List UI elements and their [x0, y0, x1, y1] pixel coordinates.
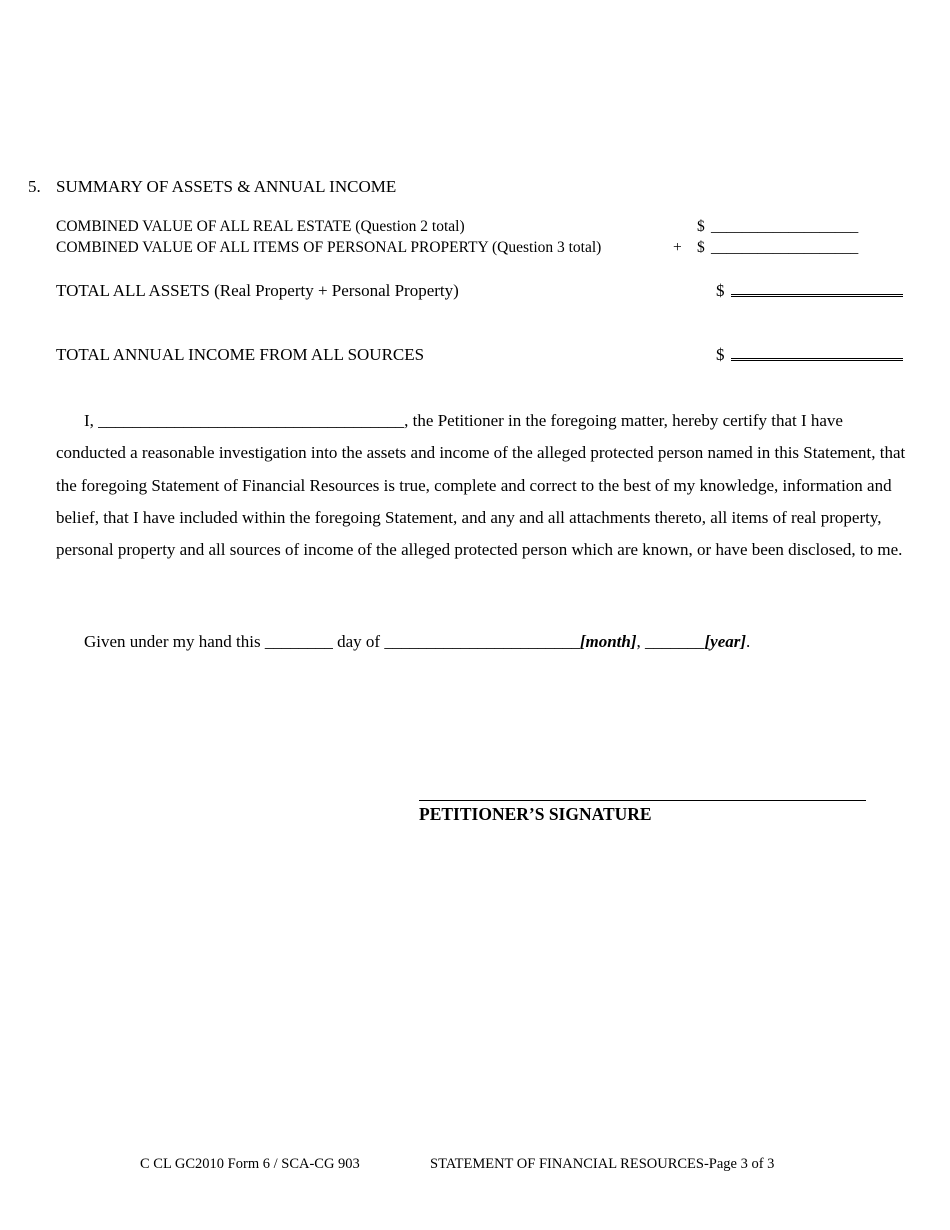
section-title: SUMMARY OF ASSETS & ANNUAL INCOME — [56, 177, 397, 196]
real-estate-value-field[interactable]: ___________________ — [711, 218, 859, 235]
day-field[interactable]: ________ — [264, 632, 333, 651]
signature-field[interactable] — [419, 800, 866, 801]
personal-property-value-field[interactable]: ___________________ — [711, 239, 859, 256]
signature-label: PETITIONER’S SIGNATURE — [419, 804, 652, 824]
day-of-text: day of — [332, 632, 385, 651]
petitioner-name-field[interactable]: ____________________________________ — [98, 411, 405, 430]
total-assets-currency: $ — [716, 281, 725, 300]
personal-property-currency: $ — [697, 239, 705, 256]
year-field[interactable]: _______ — [645, 632, 705, 651]
period-text: . — [746, 632, 751, 651]
month-field[interactable]: _______________________ — [384, 632, 580, 651]
plus-operator: + — [673, 239, 682, 256]
month-label: [month] — [579, 632, 637, 651]
given-line — [84, 632, 750, 652]
real-estate-currency: $ — [697, 218, 705, 235]
certification-paragraph — [56, 405, 908, 566]
comma-text: , — [636, 632, 645, 651]
real-estate-label: COMBINED VALUE OF ALL REAL ESTATE (Question 2 total) — [56, 218, 465, 235]
footer-page-title: STATEMENT OF FINANCIAL RESOURCES-Page 3 of 3 — [430, 1156, 775, 1172]
year-label: [year] — [704, 632, 747, 651]
total-income-currency: $ — [716, 345, 725, 364]
section-number: 5. — [28, 177, 41, 196]
total-assets-value-field[interactable] — [731, 294, 903, 297]
certification-prefix: I, — [84, 411, 99, 430]
total-assets-label: TOTAL ALL ASSETS (Real Property + Personal Property) — [56, 281, 459, 300]
total-income-value-field[interactable] — [731, 358, 903, 361]
total-income-label: TOTAL ANNUAL INCOME FROM ALL SOURCES — [56, 345, 425, 364]
personal-property-label: COMBINED VALUE OF ALL ITEMS OF PERSONAL PROPERTY (Question 3 total) — [56, 239, 602, 256]
given-prefix: Given under my hand this — [84, 632, 265, 651]
footer-form-id: C CL GC2010 Form 6 / SCA-CG 903 — [140, 1156, 360, 1172]
certification-body: , the Petitioner in the foregoing matter, hereby certify that I have conducted a reasonable investigation into the assets and income of the alleged protected person named in this Statement, that the foregoing Statement of Financial Resources is true, complete and correct to the best of my knowledge, information and belief, that I have included within the foregoing Statement, and any and all attachments thereto, all items of real property, personal property and all sources of income of the alleged protected person which are known, or have been disclosed, to me. — [56, 411, 906, 560]
